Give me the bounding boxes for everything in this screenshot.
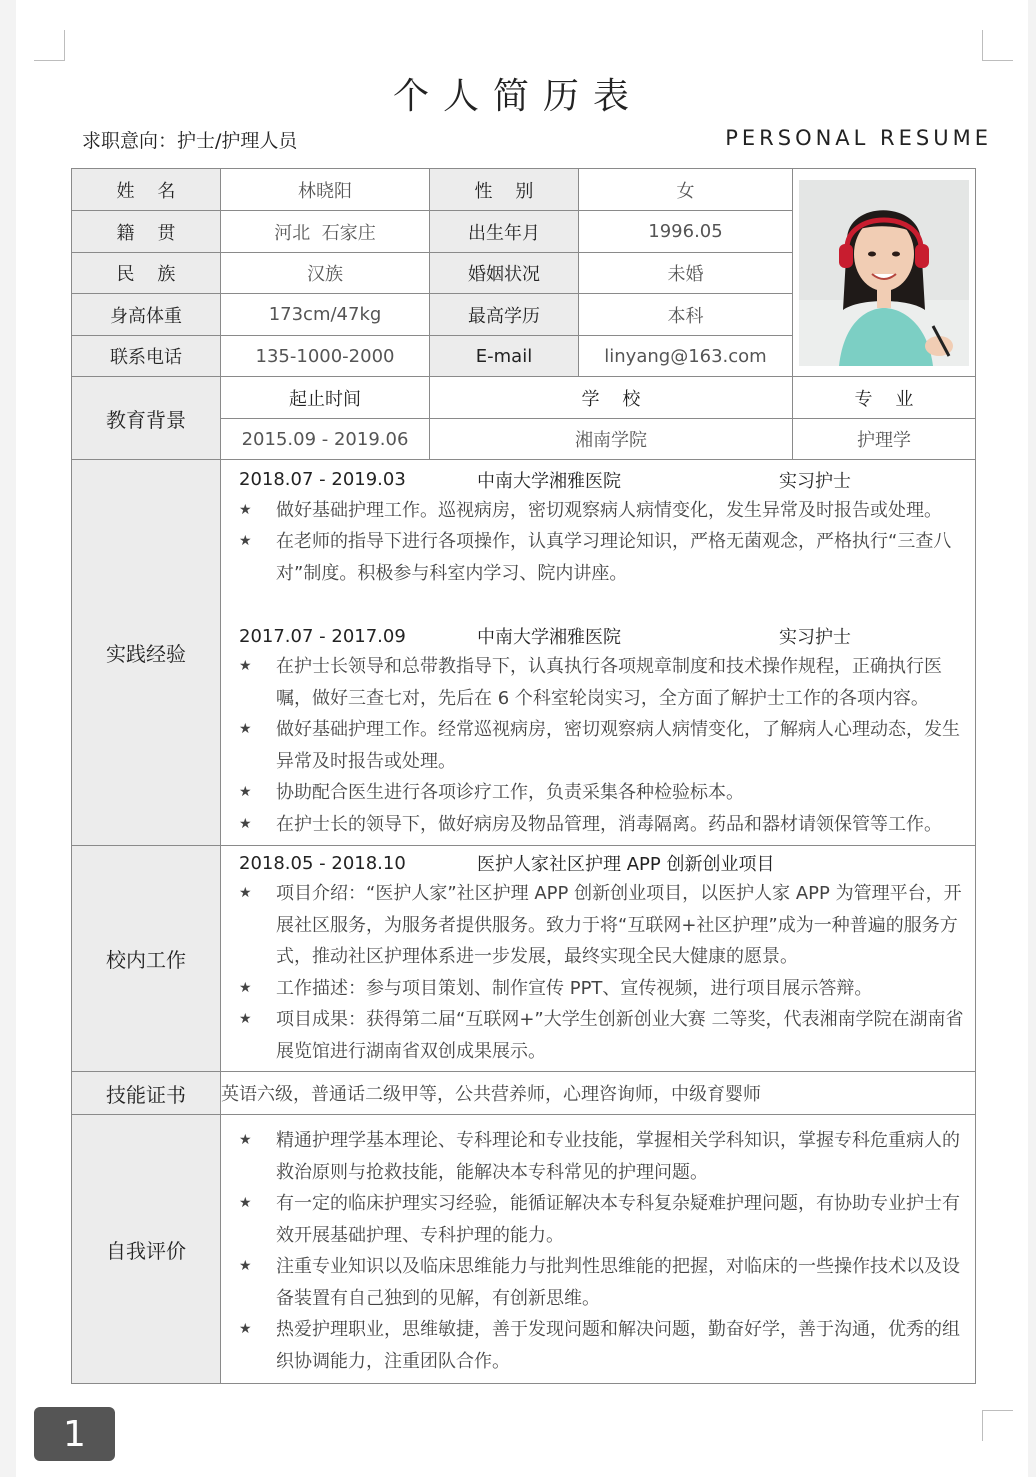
list-item: ★ 工作描述：参与项目策划、制作宣传 PPT、宣传视频，进行项目展示答辩。 <box>239 973 967 1005</box>
skills-value: 英语六级，普通话二级甲等，公共营养师，心理咨询师，中级育婴师 <box>221 1072 976 1115</box>
list-item: ★ 项目介绍：“医护人家”社区护理 APP 创新创业项目，以医护人家 APP 为管理平台，开展社区服务，为服务者提供服务。致力于将“互联网+社区护理”成为一种普遍的服务方式，推动社区护理体系进一步发展，最终实现全民大健康的愿景。 <box>239 878 967 973</box>
star-bullet-icon: ★ <box>239 784 252 801</box>
portrait-image <box>799 180 969 366</box>
campus-project-header <box>239 848 967 878</box>
list-item: ★ 协助配合医生进行各项诊疗工作，负责采集各种检验标本。 <box>239 777 967 809</box>
education-section-label: 教育背景 <box>72 377 221 460</box>
project-name: 医护人家社区护理 APP 创新创业项目 <box>477 854 775 875</box>
list-item: ★ 热爱护理职业，思维敏捷，善于发现问题和解决问题，勤奋好学，善于沟通，优秀的组织协调能力，注重团队合作。 <box>239 1314 967 1377</box>
job-intent: 求职意向：护士/护理人员 <box>82 130 298 152</box>
major-header: 专 业 <box>793 377 976 419</box>
origin-label: 籍 贯 <box>72 211 221 253</box>
education-value: 本科 <box>579 294 793 336</box>
star-bullet-icon: ★ <box>239 533 252 550</box>
crop-mark-bottom-right <box>982 1410 1013 1441</box>
ethnicity-label: 民 族 <box>72 253 221 294</box>
email-value: linyang@163.com <box>579 336 793 377</box>
list-item: ★ 在护士长领导和总带教指导下，认真执行各项规章制度和技术操作规程，正确执行医嘱，做好三查七对，先后在 6 个科室轮岗实习，全方面了解护士工作的各项内容。 <box>239 651 967 714</box>
practice-job-2-header <box>239 621 967 651</box>
list-item: ★ 注重专业知识以及临床思维能力与批判性思维能的把握，对临床的一些操作技术以及设备装置有自己独到的见解，有创新思维。 <box>239 1251 967 1314</box>
star-bullet-icon: ★ <box>239 1132 252 1148</box>
skills-label: 技能证书 <box>72 1072 221 1115</box>
star-bullet-icon: ★ <box>239 1321 252 1337</box>
practice-content <box>221 460 976 846</box>
profile-photo <box>799 180 969 366</box>
list-item: ★ 精通护理学基本理论、专科理论和专业技能，掌握相关学科知识，掌握专科危重病人的救治原则与抢救技能，能解决本专科常见的护理问题。 <box>239 1125 967 1188</box>
crop-mark-top-right <box>982 30 1013 61</box>
list-item: ★ 在老师的指导下进行各项操作，认真学习理论知识，严格无菌观念，严格执行“三查八对”制度。积极参与科室内学习、院内讲座。 <box>239 526 967 589</box>
list-item: ★ 项目成果：获得第二届“互联网+”大学生创新创业大赛 二等奖，代表湘南学院在湖南省展览馆进行湖南省双创成果展示。 <box>239 1004 967 1067</box>
list-item: ★ 做好基础护理工作。巡视病房，密切观察病人病情变化，发生异常及时报告或处理。 <box>239 495 967 527</box>
english-title: PERSONAL RESUME <box>725 126 992 150</box>
body-label: 身高体重 <box>72 294 221 336</box>
period-header: 起止时间 <box>221 377 430 419</box>
self-eval-content <box>221 1115 976 1384</box>
practice-label: 实践经验 <box>72 460 221 846</box>
school-value: 湘南学院 <box>430 419 793 460</box>
body-value: 173cm/47kg <box>221 294 430 336</box>
star-bullet-icon: ★ <box>239 885 252 901</box>
star-bullet-icon: ★ <box>239 815 252 832</box>
project-date: 2018.05 - 2018.10 <box>239 852 406 874</box>
job-org: 中南大学湘雅医院 <box>477 470 621 492</box>
photo-cell <box>793 169 976 377</box>
star-bullet-icon: ★ <box>239 1258 252 1274</box>
email-label: E-mail <box>430 336 579 377</box>
birth-value: 1996.05 <box>579 211 793 253</box>
campus-content <box>221 846 976 1072</box>
major-value: 护理学 <box>793 419 976 460</box>
phone-value: 135-1000-2000 <box>221 336 430 377</box>
crop-mark-top-left <box>34 30 65 61</box>
job-date: 2017.07 - 2017.09 <box>239 625 406 647</box>
star-bullet-icon: ★ <box>239 979 252 996</box>
page-number-badge[interactable]: 1 <box>34 1407 115 1461</box>
page-title: 个人简历表 <box>392 76 643 117</box>
self-eval-label: 自我评价 <box>72 1115 221 1384</box>
period-value: 2015.09 - 2019.06 <box>221 419 430 460</box>
gender-value: 女 <box>579 169 793 211</box>
name-label: 姓 名 <box>72 169 221 211</box>
education-label: 最高学历 <box>430 294 579 336</box>
job-role: 实习护士 <box>779 470 851 492</box>
birth-label: 出生年月 <box>430 211 579 253</box>
star-bullet-icon: ★ <box>239 721 252 738</box>
origin-value: 河北 石家庄 <box>221 211 430 253</box>
marital-label: 婚姻状况 <box>430 253 579 294</box>
ethnicity-value: 汉族 <box>221 253 430 294</box>
list-item: ★ 有一定的临床护理实习经验，能循证解决本专科复杂疑难护理问题，有协助专业护士有效开展基础护理、专科护理的能力。 <box>239 1188 967 1251</box>
star-bullet-icon: ★ <box>239 1011 252 1027</box>
star-bullet-icon: ★ <box>239 658 252 675</box>
star-bullet-icon: ★ <box>239 1195 252 1211</box>
list-item: ★ 在护士长的领导下，做好病房及物品管理，消毒隔离。药品和器材请领保管等工作。 <box>239 809 967 841</box>
resume-table <box>71 168 976 1384</box>
marital-value: 未婚 <box>579 253 793 294</box>
list-item: ★ 做好基础护理工作。经常巡视病房，密切观察病人病情变化，了解病人心理动态，发生异常及时报告或处理。 <box>239 714 967 777</box>
name-value: 林晓阳 <box>221 169 430 211</box>
practice-job-1-header <box>239 465 967 495</box>
gender-label: 性 别 <box>430 169 579 211</box>
job-org: 中南大学湘雅医院 <box>477 627 621 649</box>
job-date: 2018.07 - 2019.03 <box>239 469 406 491</box>
star-bullet-icon: ★ <box>239 501 252 518</box>
campus-label: 校内工作 <box>72 846 221 1072</box>
job-role: 实习护士 <box>779 627 851 649</box>
phone-label: 联系电话 <box>72 336 221 377</box>
school-header: 学 校 <box>430 377 793 419</box>
